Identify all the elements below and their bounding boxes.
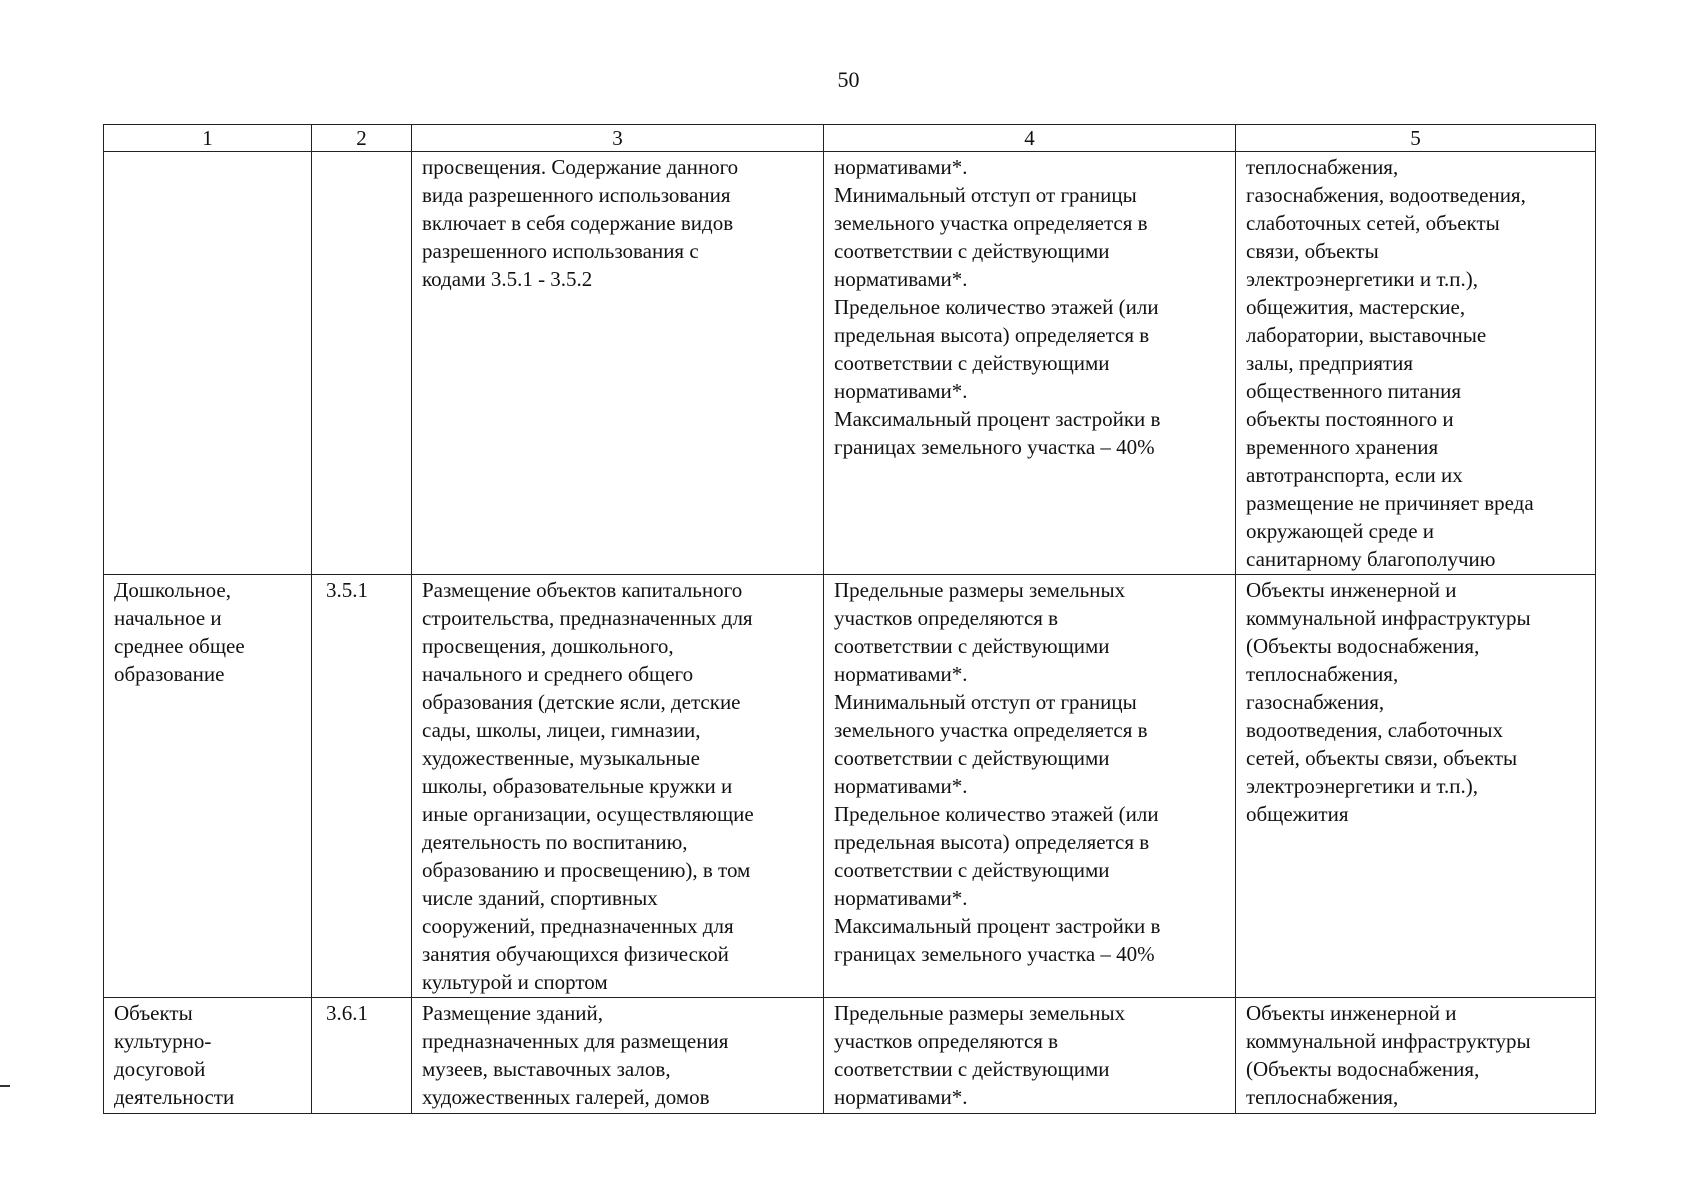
cell-auxiliary-uses: Объекты инженерной и коммунальной инфраструктуры (Объекты водоснабжения, теплоснабжения, газоснабжения, водоотведения, слаботочных сетей, объекты связи, объекты электроэнергетики и т.п.), общежития [1236, 575, 1596, 998]
column-number-header-row [104, 125, 1596, 152]
column-header-5: 5 [1236, 125, 1596, 152]
column-header-4: 4 [824, 125, 1236, 152]
cell-use-description: Размещение зданий, предназначенных для размещения музеев, выставочных залов, художественных галерей, домов [412, 998, 824, 1114]
cell-parameters: нормативами*. Минимальный отступ от границы земельного участка определяется в соответствии с действующими нормативами*. Предельное количество этажей (или предельная высота) определяется в соответствии с действующими нормативами*. Максимальный процент застройки в границах земельного участка – 40% [824, 152, 1236, 575]
cell-use-name: Объекты культурно- досуговой деятельности [104, 998, 312, 1114]
table-row [104, 575, 1596, 998]
cell-use-name [104, 152, 312, 575]
column-header-1: 1 [104, 125, 312, 152]
column-header-2: 2 [312, 125, 412, 152]
cell-auxiliary-uses: теплоснабжения, газоснабжения, водоотведения, слаботочных сетей, объекты связи, объекты электроэнергетики и т.п.), общежития, мастерские, лаборатории, выставочные залы, предприятия общественного питания объекты постоянного и временного хранения автотранспорта, если их размещение не причиняет вреда окружающей среде и санитарному благополучию [1236, 152, 1596, 575]
land-use-table [103, 124, 1596, 1114]
cell-use-description: просвещения. Содержание данного вида разрешенного использования включает в себя содержание видов разрешенного использования с кодами 3.5.1 - 3.5.2 [412, 152, 824, 575]
margin-mark [0, 1085, 10, 1087]
cell-parameters: Предельные размеры земельных участков определяются в соответствии с действующими нормативами*. [824, 998, 1236, 1114]
cell-use-code [312, 152, 412, 575]
cell-use-code: 3.6.1 [312, 998, 412, 1114]
column-header-3: 3 [412, 125, 824, 152]
cell-use-name: Дошкольное, начальное и среднее общее образование [104, 575, 312, 998]
cell-auxiliary-uses: Объекты инженерной и коммунальной инфраструктуры (Объекты водоснабжения, теплоснабжения, [1236, 998, 1596, 1114]
table-row [104, 998, 1596, 1114]
table-row [104, 152, 1596, 575]
cell-parameters: Предельные размеры земельных участков определяются в соответствии с действующими нормативами*. Минимальный отступ от границы земельного участка определяется в соответствии с действующими нормативами*. Предельное количество этажей (или предельная высота) определяется в соответствии с действующими нормативами*. Максимальный процент застройки в границах земельного участка – 40% [824, 575, 1236, 998]
cell-use-code: 3.5.1 [312, 575, 412, 998]
cell-use-description: Размещение объектов капитального строительства, предназначенных для просвещения, дошкольного, начального и среднего общего образования (детские ясли, детские сады, школы, лицеи, гимназии, художественные, музыкальные школы, образовательные кружки и иные организации, осуществляющие деятельность по воспитанию, образованию и просвещению), в том числе зданий, спортивных сооружений, предназначенных для занятия обучающихся физической культурой и спортом [412, 575, 824, 998]
page-number: 50 [837, 67, 860, 92]
